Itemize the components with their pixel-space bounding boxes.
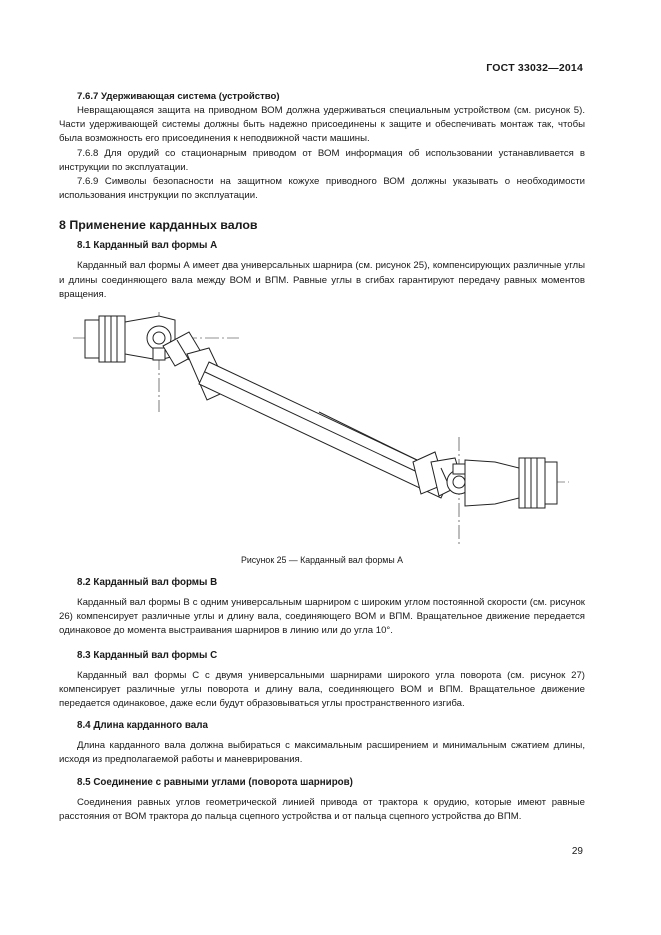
section-8-title: 8 Применение карданных валов — [59, 218, 258, 233]
section-7-6-8-text: 7.6.8 Для орудий со стационарным приводом от ВОМ информация об использовании устанавливается в инструкции по эксплуатации. — [59, 147, 585, 173]
section-7-6-7-text: Невращающаяся защита на приводном ВОМ должна удерживаться специальным устройством (см. рисунок 5). Части удерживающей системы должны быть надежно присоединены к защите и обеспечивать монтаж так, чтобы была возможность его присоединения к неподвижной части машины. — [59, 105, 585, 145]
cardan-shaft-drawing — [59, 312, 585, 548]
section-8-4-text: Длина карданного вала должна выбираться с максимальным расширением и минимальным сжатием длины, исходя из предполагаемой работы и маневрирования. — [59, 740, 585, 766]
section-8-3-text: Карданный вал формы С с двумя универсальными шарнирами широкого угла поворота (см. рисунок 27) компенсирует различные углы поворота и длину вала, соединяющего ВОМ и ВПМ. Вращательное движение передается одинаковое, даже если будут образовываться углы пространственного изгиба. — [59, 669, 585, 710]
section-8-1-title: 8.1 Карданный вал формы А — [77, 240, 218, 252]
figure-cardan-shaft — [59, 312, 585, 548]
section-8-1-text: Карданный вал формы А имеет два универсальных шарнира (см. рисунок 25), компенсирующих различные углы и длины соединяющего вала между ВОМ и ВПМ. Равные углы в сгибах гарантируют передачу равных моментов вращения. — [59, 260, 585, 300]
section-8-3-title: 8.3 Карданный вал формы С — [77, 649, 218, 661]
section-8-2-text: Карданный вал формы В с одним универсальным шарниром с широким углом постоянной скорости (см. рисунок 26) компенсирует различные углы и длину вала, соединяющего ВОМ и ВПМ. Вращательное движение передается одинаковое до момента выстраивания шарниров в линию или до угла 10°. — [59, 597, 585, 637]
figure-caption: Рисунок 25 — Карданный вал формы А — [241, 555, 403, 566]
section-7-6-7-title: 7.6.7 Удерживающая система (устройство) — [77, 91, 280, 102]
standard-code: ГОСТ 33032—2014 — [486, 62, 583, 74]
page-content — [59, 90, 585, 824]
page-number: 29 — [571, 846, 583, 857]
section-8-5-text: Соединения равных углов геометрической линией привода от трактора к орудию, которые имеют равные расстояния от ВОМ трактора до пальца сцепного устройства и от пальца сцепного устройства до ВПМ. — [59, 796, 585, 822]
section-8-5-title: 8.5 Соединение с равными углами (поворота шарниров) — [77, 776, 353, 788]
section-8-4-title: 8.4 Длина карданного вала — [77, 720, 208, 732]
section-7-6-9-text: 7.6.9 Символы безопасности на защитном кожухе приводного ВОМ должны указывать о необходимости использования инструкции по эксплуатации. — [59, 176, 585, 202]
section-8-2-title: 8.2 Карданный вал формы В — [77, 577, 218, 589]
